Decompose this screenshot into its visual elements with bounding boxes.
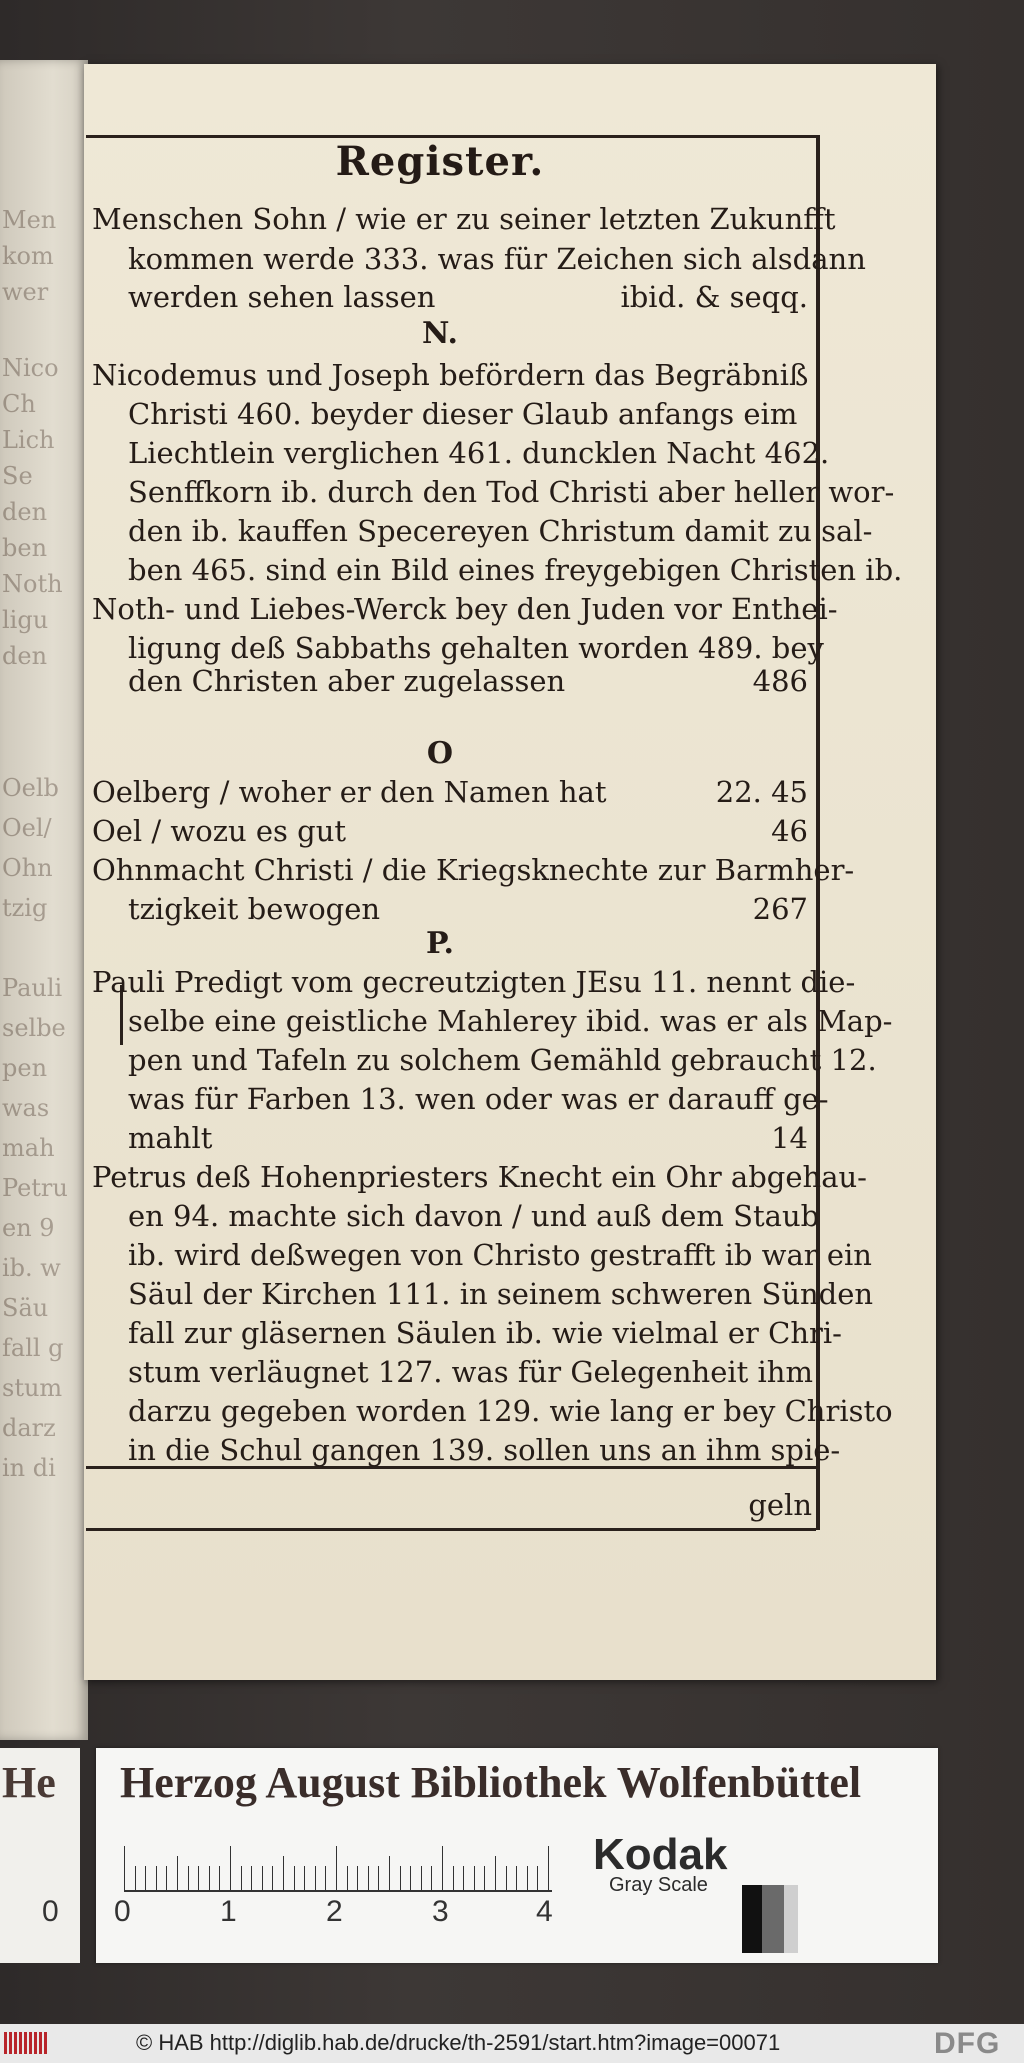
ruler-tick xyxy=(474,1866,475,1890)
page-reference: ibid. & seqq. xyxy=(620,280,808,314)
ghost-text: ligu xyxy=(2,606,49,634)
ruler-number: 0 xyxy=(114,1895,131,1928)
register-line: ib. wird deßwegen von Christo gestrafft ib war ein xyxy=(128,1238,872,1272)
ruler-baseline xyxy=(124,1890,552,1892)
ghost-text: was xyxy=(2,1094,50,1122)
ghost-text: Säu xyxy=(2,1294,49,1322)
ghost-text: Oelb xyxy=(2,774,59,802)
ruler-tick xyxy=(177,1856,178,1890)
page-reference: 22. 45 xyxy=(715,775,808,809)
gray-swatch-dark xyxy=(742,1885,762,1953)
ruler-tick xyxy=(548,1846,549,1890)
register-line xyxy=(128,278,812,316)
gray-scale-label: Gray Scale xyxy=(609,1874,708,1896)
ghost-text: in di xyxy=(2,1454,56,1482)
register-line-text: werden sehen lassen xyxy=(128,280,436,314)
ghost-text: kom xyxy=(2,242,54,270)
ruler-tick xyxy=(516,1866,517,1890)
ghost-text: ib. w xyxy=(2,1254,61,1282)
ruler-tick xyxy=(230,1846,231,1890)
register-line: den ib. kauffen Specereyen Christum damit zu sal- xyxy=(128,514,873,548)
register-line xyxy=(128,1119,812,1157)
register-line xyxy=(128,662,812,700)
ghost-text: selbe xyxy=(2,1014,66,1042)
section-letter-n: N. xyxy=(422,316,458,351)
ghost-text: Se xyxy=(2,462,33,490)
register-line-text: den Christen aber zugelassen xyxy=(128,664,566,698)
ruler-tick xyxy=(166,1866,167,1890)
ghost-text: mah xyxy=(2,1134,55,1162)
ghost-text: Noth xyxy=(2,570,63,598)
ruler-tick xyxy=(495,1856,496,1890)
register-line: Senffkorn ib. durch den Tod Christi aber heller wor- xyxy=(128,475,895,509)
register-line-text: mahlt xyxy=(128,1121,213,1155)
register-line: fall zur gläsernen Säulen ib. wie vielmal er Chri- xyxy=(128,1316,842,1350)
ruler-tick xyxy=(347,1866,348,1890)
catchword: geln xyxy=(748,1488,812,1522)
ruler-tick xyxy=(198,1866,199,1890)
ghost-text: tzig xyxy=(2,894,48,922)
ruler-tick xyxy=(325,1866,326,1890)
register-line: pen und Tafeln zu solchem Gemähld gebraucht 12. xyxy=(128,1043,877,1077)
ghost-text: wer xyxy=(2,278,49,306)
page-reference: 14 xyxy=(771,1121,808,1155)
ruler-tick xyxy=(145,1866,146,1890)
page-reference: 486 xyxy=(752,664,808,698)
ruler-tick xyxy=(209,1866,210,1890)
ruler-tick xyxy=(378,1866,379,1890)
register-line xyxy=(128,890,812,928)
left-page-edge xyxy=(0,60,88,1740)
bottom-rule-outer xyxy=(86,1528,816,1531)
register-line: Menschen Sohn / wie er zu seiner letzten Zukunfft xyxy=(92,202,836,236)
gray-swatch-light xyxy=(784,1885,798,1953)
ruler-tick xyxy=(294,1866,295,1890)
ruler-number: 3 xyxy=(432,1895,449,1928)
ruler-tick xyxy=(410,1866,411,1890)
register-line: Christi 460. beyder dieser Glaub anfangs eim xyxy=(128,397,798,431)
ruler-tick xyxy=(304,1866,305,1890)
ruler-tick xyxy=(241,1866,242,1890)
register-line: in die Schul gangen 139. sollen uns an ihm spie- xyxy=(128,1433,841,1467)
page-reference: 46 xyxy=(771,814,808,848)
register-line: darzu gegeben worden 129. wie lang er bey Christo xyxy=(128,1394,893,1428)
ghost-text: Lich xyxy=(2,426,55,454)
ghost-text: Petru xyxy=(2,1174,68,1202)
register-line: Säul der Kirchen 111. in seinem schweren Sünden xyxy=(128,1277,874,1311)
ruler-tick xyxy=(484,1866,485,1890)
register-line-text: Oel / wozu es gut xyxy=(92,814,347,848)
ruler-tick xyxy=(421,1866,422,1890)
ghost-text: Ohn xyxy=(2,854,53,882)
ruler-tick xyxy=(315,1866,316,1890)
ruler-tick xyxy=(124,1846,125,1890)
ruler-tick xyxy=(283,1856,284,1890)
color-target-left-title: He xyxy=(2,1758,56,1807)
register-line: stum verläugnet 127. was für Gelegenheit ihm xyxy=(128,1355,813,1389)
ruler-tick xyxy=(135,1866,136,1890)
ruler-tick xyxy=(251,1866,252,1890)
register-line: ligung deß Sabbaths gehalten worden 489. bey xyxy=(128,631,824,665)
register-line: Liechtlein verglichen 461. duncklen Nacht 462. xyxy=(128,436,830,470)
ruler-tick xyxy=(506,1866,507,1890)
ruler-left-number: 0 xyxy=(42,1895,59,1928)
register-line: ben 465. sind ein Bild eines freygebigen Christen ib. xyxy=(128,553,903,587)
page-reference: 267 xyxy=(752,892,808,926)
ruler-tick xyxy=(357,1866,358,1890)
ruler-tick xyxy=(442,1846,443,1890)
ruler-tick xyxy=(272,1866,273,1890)
ghost-text: den xyxy=(2,642,48,670)
footer-copyright-link[interactable]: © HAB http://diglib.hab.de/drucke/th-2591/start.htm?image=00071 xyxy=(136,2030,781,2055)
ruler-tick xyxy=(336,1846,337,1890)
ruler-tick xyxy=(431,1866,432,1890)
ghost-text: Men xyxy=(2,206,57,234)
ruler-tick xyxy=(400,1866,401,1890)
page-heading: Register. xyxy=(335,138,545,185)
register-line-text: Oelberg / woher er den Namen hat xyxy=(92,775,607,809)
ruler-tick xyxy=(262,1866,263,1890)
kodak-brand: Kodak xyxy=(593,1830,728,1879)
library-title: Herzog August Bibliothek Wolfenbüttel xyxy=(120,1758,862,1807)
register-line xyxy=(92,773,812,811)
register-line: selbe eine geistliche Mahlerey ibid. was er als Map- xyxy=(128,1004,893,1038)
ruler-tick xyxy=(368,1866,369,1890)
ghost-text: ben xyxy=(2,534,48,562)
section-letter-o: O xyxy=(426,736,454,771)
ruler-tick xyxy=(527,1866,528,1890)
ruler-number: 2 xyxy=(326,1895,343,1928)
ghost-text: Nico xyxy=(2,354,59,382)
ruler-tick xyxy=(156,1866,157,1890)
ghost-text: den xyxy=(2,498,48,526)
ghost-text: Ch xyxy=(2,390,36,418)
register-line xyxy=(92,812,812,850)
register-line: Nicodemus und Joseph befördern das Begräbniß xyxy=(92,358,809,392)
ruler-number: 1 xyxy=(220,1895,237,1928)
ghost-text: en 9 xyxy=(2,1214,55,1242)
register-line: Petrus deß Hohenpriesters Knecht ein Ohr abgehau- xyxy=(92,1160,867,1194)
dfg-logo: DFG xyxy=(934,2027,1001,2060)
register-line: kommen werde 333. was für Zeichen sich alsdann xyxy=(128,242,866,276)
register-line: Noth- und Liebes-Werck bey den Juden vor Enthei- xyxy=(92,592,838,626)
register-line: Ohnmacht Christi / die Kriegsknechte zur Barmher- xyxy=(92,853,855,887)
ruler-tick xyxy=(463,1866,464,1890)
ghost-text: pen xyxy=(2,1054,48,1082)
ghost-text: fall g xyxy=(2,1334,64,1362)
ruler-tick xyxy=(188,1866,189,1890)
ghost-text: darz xyxy=(2,1414,56,1442)
register-line: en 94. machte sich davon / und auß dem Staub xyxy=(128,1199,820,1233)
ruler-tick xyxy=(453,1866,454,1890)
ghost-text: Pauli xyxy=(2,974,63,1002)
section-letter-p: P. xyxy=(425,926,455,961)
gray-swatch-mid xyxy=(762,1885,784,1953)
catchword-line xyxy=(128,1486,812,1524)
ruler-number: 4 xyxy=(536,1895,553,1928)
register-line: was für Farben 13. wen oder was er darauff ge- xyxy=(128,1082,829,1116)
register-line: Pauli Predigt vom gecreutzigten JEsu 11. nennt die- xyxy=(92,965,856,999)
ruler-tick xyxy=(389,1856,390,1890)
hab-logo-icon xyxy=(4,2032,48,2054)
ghost-text: stum xyxy=(2,1374,63,1402)
ruler-tick xyxy=(537,1866,538,1890)
ghost-text: Oel/ xyxy=(2,814,52,842)
register-line-text: tzigkeit bewogen xyxy=(128,892,381,926)
ruler-tick xyxy=(219,1866,220,1890)
